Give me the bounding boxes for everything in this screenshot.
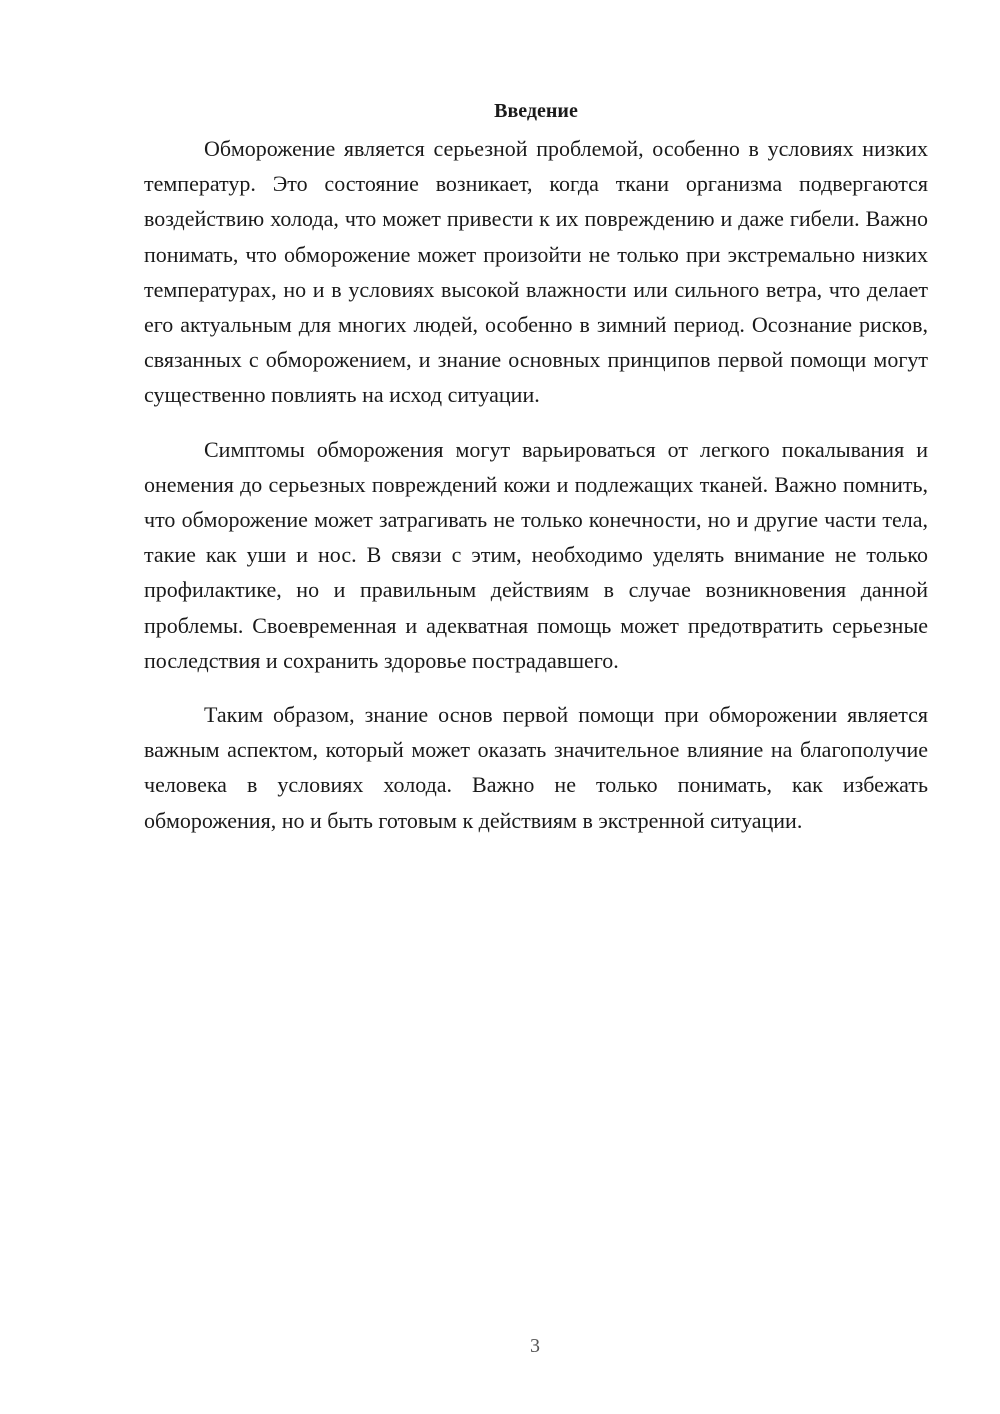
page-number: 3 [530,1335,540,1357]
page-content [144,94,928,857]
paragraph-3: Таким образом, знание основ первой помощи при обморожении является важным аспектом, который может оказать значительное влияние на благополучие человека в условиях холода. Важно не только понимать, как избежать обморожения, но и быть готовым к действиям в экстренной ситуации. [144,702,928,833]
paragraph-1: Обморожение является серьезной проблемой, особенно в условиях низких температур. Это состояние возникает, когда ткани организма подвергаются воздействию холода, что может привести к их повреждению и даже гибели. Важно понимать, что обморожение может произойти не только при экстремально низких температурах, но и в условиях высокой влажности или сильного ветра, что делает его актуальным для многих людей, особенно в зимний период. Осознание рисков, связанных с обморожением, и знание основных принципов первой помощи могут существенно повлиять на исход ситуации. [144,136,928,408]
section-title: Введение [494,100,578,122]
paragraph-2: Симптомы обморожения могут варьироваться от легкого покалывания и онемения до серьезных повреждений кожи и подлежащих тканей. Важно помнить, что обморожение может затрагивать не только конечности, но и другие части тела, такие как уши и нос. В связи с этим, необходимо уделять внимание не только профилактике, но и правильным действиям в случае возникновения данной проблемы. Своевременная и адекватная помощь может предотвратить серьезные последствия и сохранить здоровье пострадавшего. [144,436,928,673]
